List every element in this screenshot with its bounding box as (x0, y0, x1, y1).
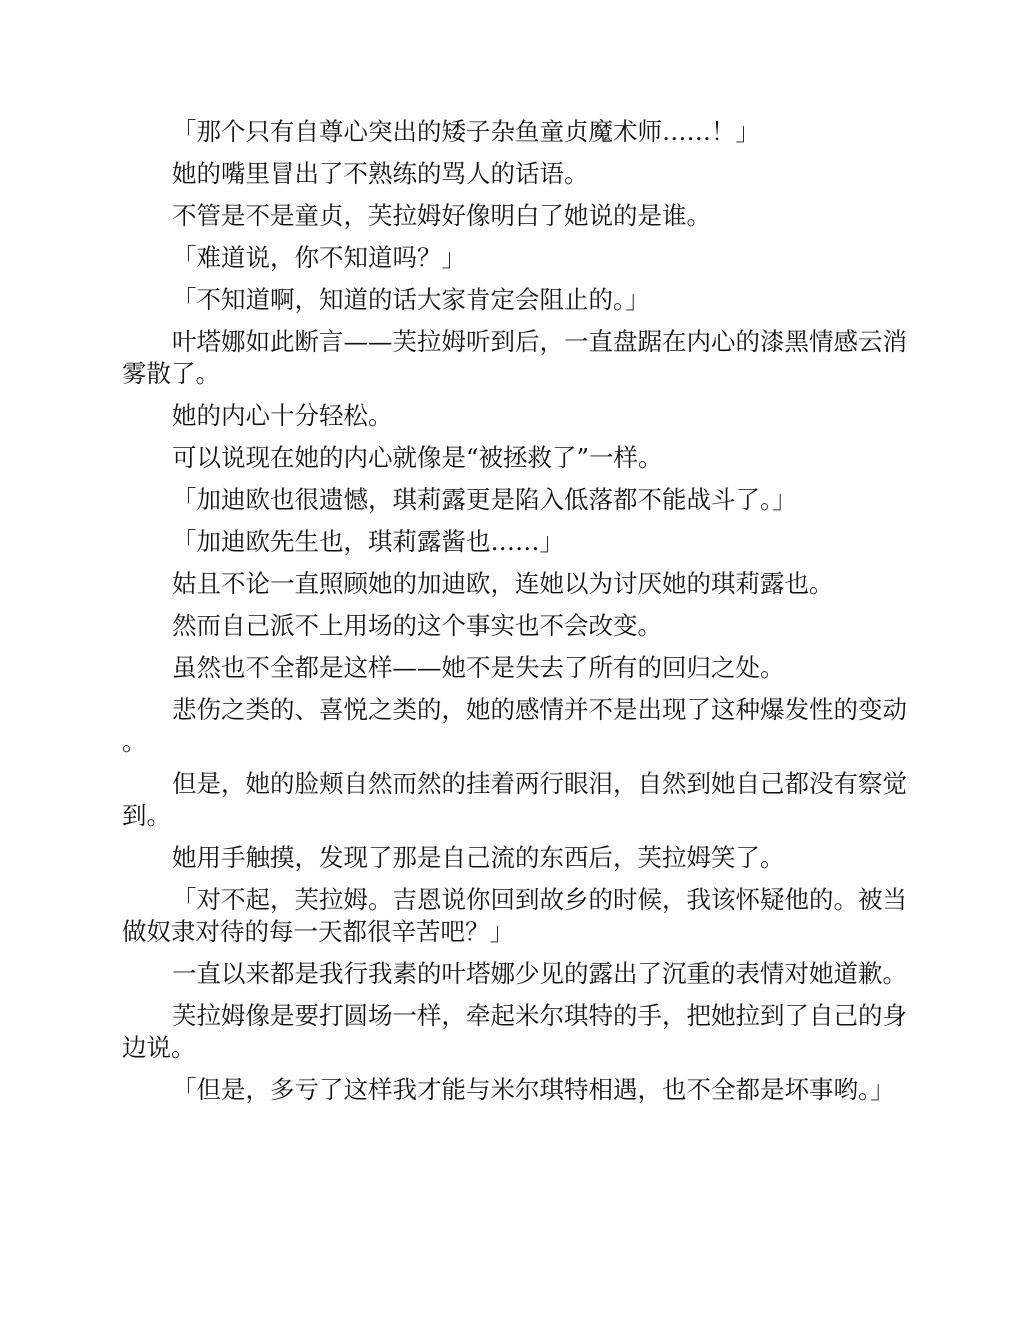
paragraph: 「那个只有自尊心突出的矮子杂鱼童贞魔术师……！」 (172, 117, 760, 146)
paragraph: 悲伤之类的、喜悦之类的，她的感情并不是出现了这种爆发性的变动。 (122, 695, 907, 756)
paragraph: 然而自己派不上用场的这个事实也不会改变。 (172, 611, 662, 640)
paragraph: 可以说现在她的内心就像是“被拯救了”一样。 (172, 443, 663, 472)
paragraph: 一直以来都是我行我素的叶塔娜少见的露出了沉重的表情对她道歉。 (172, 959, 907, 988)
paragraph: 叶塔娜如此断言——芙拉姆听到后，一直盘踞在内心的漆黑情感云消雾散了。 (122, 327, 907, 388)
paragraph: 「加迪欧也很遗憾，琪莉露更是陷入低落都不能战斗了。」 (172, 485, 797, 514)
paragraph: 姑且不论一直照顾她的加迪欧，连她以为讨厌她的琪莉露也。 (172, 569, 834, 598)
document-page (122, 116, 912, 1116)
paragraph: 她的内心十分轻松。 (172, 401, 393, 430)
paragraph: 但是，她的脸颊自然而然的挂着两行眼泪，自然到她自己都没有察觉到。 (122, 769, 907, 830)
paragraph: 「不知道啊，知道的话大家肯定会阻止的。」 (172, 285, 650, 314)
paragraph: 「加迪欧先生也，琪莉露酱也……」 (172, 527, 564, 556)
paragraph: 「但是，多亏了这样我才能与米尔琪特相遇，也不全都是坏事哟。」 (172, 1075, 895, 1104)
paragraph: 「对不起，芙拉姆。吉恩说你回到故乡的时候，我该怀疑他的。被当做奴隶对待的每一天都很辛苦吧？」 (122, 885, 907, 946)
paragraph: 不管是不是童贞，芙拉姆好像明白了她说的是谁。 (172, 201, 711, 230)
paragraph: 她用手触摸，发现了那是自己流的东西后，芙拉姆笑了。 (172, 843, 785, 872)
paragraph: 芙拉姆像是要打圆场一样，牵起米尔琪特的手，把她拉到了自己的身边说。 (122, 1001, 907, 1062)
paragraph: 虽然也不全都是这样——她不是失去了所有的回归之处。 (172, 653, 785, 682)
paragraph: 她的嘴里冒出了不熟练的骂人的话语。 (172, 159, 589, 188)
paragraph: 「难道说，你不知道吗？」 (172, 243, 466, 272)
